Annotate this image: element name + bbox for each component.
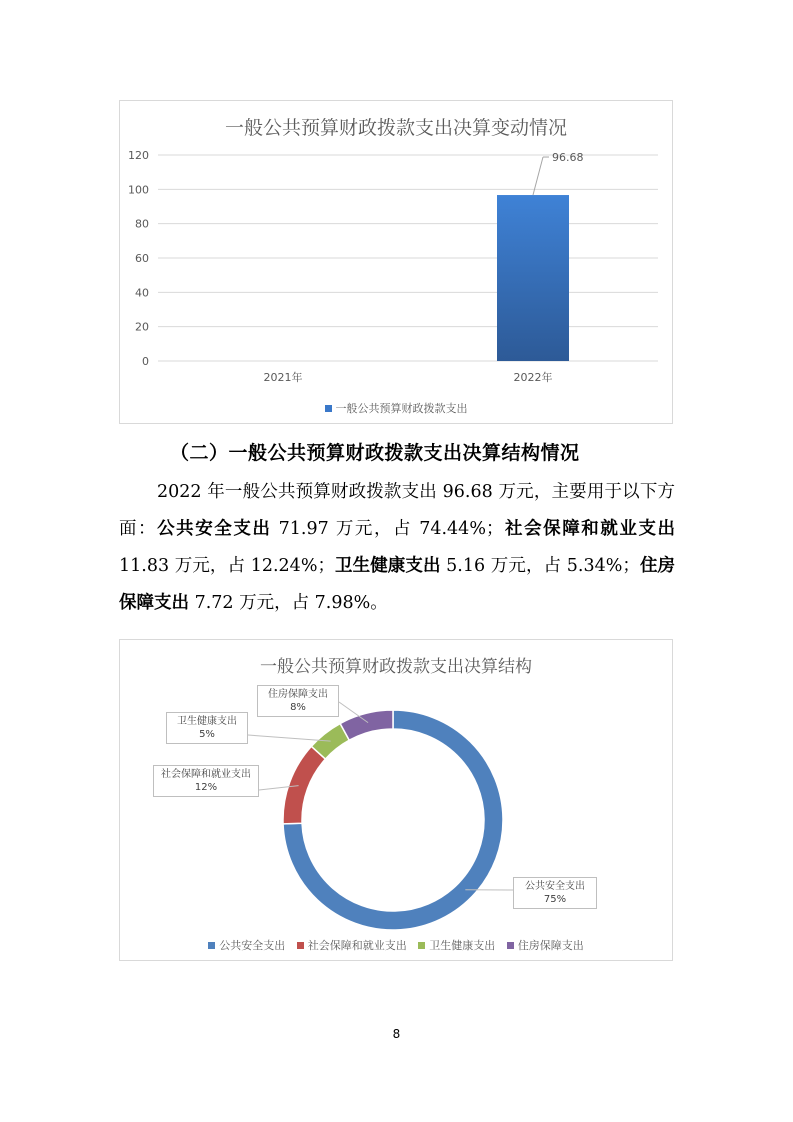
y-tick-label: 0	[142, 355, 149, 368]
callout-social-security-name: 社会保障和就业支出	[161, 769, 251, 780]
legend-label: 公共安全支出	[219, 939, 286, 952]
para-bold-2: 社会保障和就业支出	[503, 519, 676, 539]
para-text-4: 5.16 万元，占 5.34%；	[440, 556, 640, 576]
legend-swatch	[208, 942, 215, 949]
legend-item-public-security	[208, 937, 285, 953]
donut-chart-title: 一般公共预算财政拨款支出决算结构	[260, 657, 532, 677]
para-text-5: 7.72 万元，占 7.98%。	[189, 593, 388, 613]
y-tick-label: 20	[135, 320, 149, 334]
callout-public-security-pct: 75%	[543, 894, 567, 905]
y-tick-label: 100	[128, 183, 149, 197]
callout-health	[166, 712, 248, 744]
legend-swatch	[507, 942, 514, 949]
callout-social-security-pct: 12%	[194, 782, 218, 793]
para-bold-3: 卫生健康支出	[334, 556, 441, 576]
y-tick-label: 60	[135, 252, 149, 265]
legend-item	[325, 400, 468, 416]
donut-slice	[283, 746, 325, 824]
para-text-3: 11.83 万元，占 12.24%；	[119, 556, 335, 576]
callout-leader	[248, 735, 331, 741]
legend-swatch	[325, 405, 332, 412]
callout-social-security	[153, 765, 259, 797]
para-text-1: 2022 年一般公共预算财政拨款支出 96.68 万元，主要用于以下方面：	[119, 482, 675, 539]
legend-label: 住房保障支出	[517, 939, 584, 952]
para-bold-1: 公共安全支出	[157, 519, 272, 539]
page-number: 8	[392, 1027, 401, 1041]
y-tick-label: 40	[135, 286, 149, 300]
bar-chart-panel	[119, 100, 673, 424]
data-label: 96.68	[552, 151, 584, 165]
callout-public-security-name: 公共安全支出	[525, 881, 585, 892]
legend-swatch	[297, 942, 304, 949]
callout-housing	[257, 685, 339, 717]
bar	[497, 195, 569, 361]
callout-housing-name: 住房保障支出	[268, 689, 328, 700]
bar-chart-svg	[120, 101, 674, 425]
callout-public-security	[513, 877, 597, 909]
bar-chart-title: 一般公共预算财政拨款支出决算变动情况	[224, 117, 567, 139]
callout-health-name: 卫生健康支出	[177, 716, 237, 727]
section-heading: （二）一般公共预算财政拨款支出决算结构情况	[170, 442, 580, 464]
x-tick-label: 2022年	[513, 371, 553, 384]
para-text-2: 71.97 万元，占 74.44%；	[271, 519, 504, 539]
callout-housing-pct: 8%	[290, 702, 306, 713]
body-paragraph	[119, 474, 675, 622]
donut-chart-panel	[119, 639, 673, 961]
x-tick-label: 2021年	[263, 371, 303, 384]
legend-item-social-security	[297, 937, 407, 953]
legend-swatch	[418, 942, 425, 949]
legend-item-housing	[507, 937, 584, 953]
legend-label: 一般公共预算财政拨款支出	[335, 402, 468, 415]
legend-label: 社会保障和就业支出	[307, 939, 407, 952]
bar-chart-legend	[120, 400, 672, 416]
legend-label: 卫生健康支出	[429, 939, 496, 952]
callout-health-pct: 5%	[199, 729, 215, 740]
legend-item-health	[418, 937, 495, 953]
donut-slice	[340, 710, 393, 740]
donut-chart-legend	[120, 937, 672, 953]
y-tick-label: 120	[128, 149, 149, 162]
para-bold-4: 住房保障支出	[119, 556, 676, 613]
donut-chart-svg	[120, 640, 674, 962]
y-tick-label: 80	[135, 217, 149, 231]
